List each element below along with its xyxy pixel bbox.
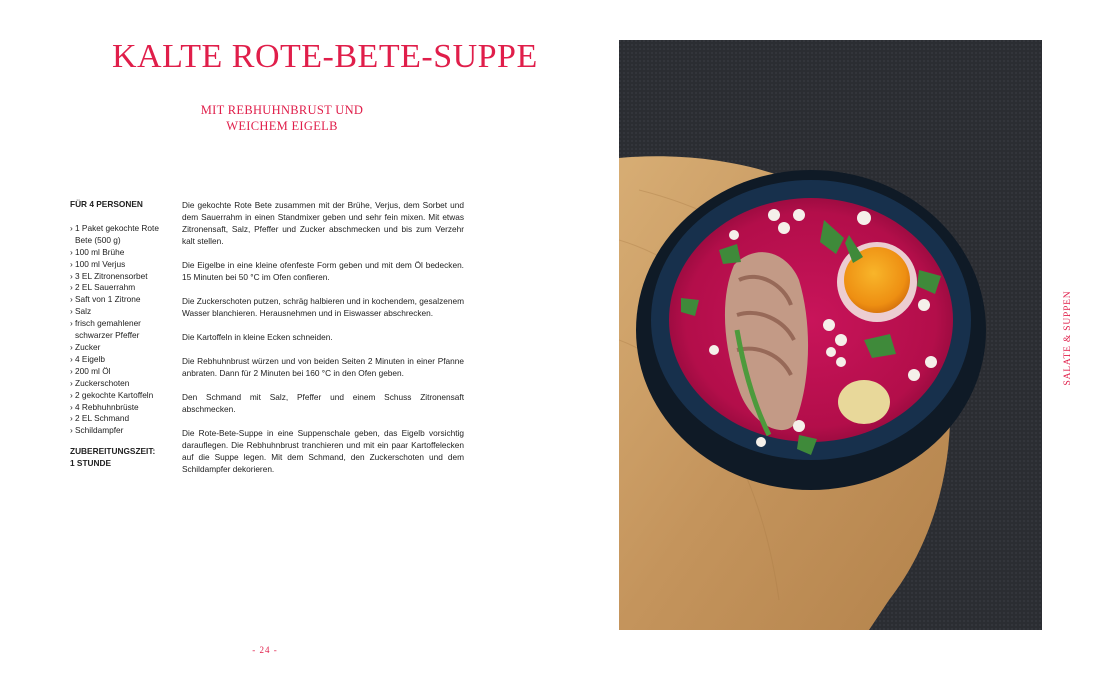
- ingredient-item: › 2 EL Schmand: [70, 413, 172, 425]
- page-number: - 24 -: [252, 645, 278, 655]
- recipe-subtitle: [182, 102, 382, 134]
- instruction-step: Die gekochte Rote Bete zusammen mit der Brühe, Verjus, dem Sorbet und dem Sauerrahm in einen Standmixer geben und sehr fein mixen. Mit etwas Zitronensaft, Salz, Pfeffer und Zucker abschmecken und bis zum Verzehr kalt stellen.: [182, 200, 464, 246]
- ingredient-item: › 2 gekochte Kartoffeln: [70, 390, 172, 402]
- instructions-column: [182, 199, 464, 487]
- soup-photo-illustration: [619, 40, 1042, 630]
- servings-heading: FÜR 4 PERSONEN: [70, 199, 143, 209]
- ingredient-list: [70, 223, 172, 437]
- beetroot-soup: [669, 198, 953, 442]
- subtitle-line-2: WEICHEM EIGELB: [226, 119, 338, 133]
- prep-time-label: ZUBEREITUNGSZEIT:: [70, 446, 156, 457]
- recipe-title: KALTE ROTE-BETE-SUPPE: [112, 38, 538, 75]
- prep-time-value: 1 STUNDE: [70, 458, 112, 469]
- ingredient-item: › Zuckerschoten: [70, 378, 172, 390]
- subtitle-line-1: MIT REBHUHNBRUST UND: [200, 103, 364, 117]
- instruction-step: Den Schmand mit Salz, Pfeffer und einem Schuss Zitronensaft abschmecken.: [182, 392, 464, 414]
- ingredient-item: › 1 Paket gekochte Rote Bete (500 g): [70, 223, 172, 247]
- instruction-step: Die Kartoffeln in kleine Ecken schneiden.: [182, 332, 333, 342]
- ingredient-item: › 3 EL Zitronensorbet: [70, 271, 172, 283]
- instruction-step: Die Eigelbe in eine kleine ofenfeste Form geben und mit dem Öl bedecken. 15 Minuten bei 50 °C im Ofen confieren.: [182, 260, 464, 282]
- prep-time: [70, 446, 172, 470]
- ingredient-item: › Salz: [70, 306, 172, 318]
- ingredient-item: › 100 ml Brühe: [70, 247, 172, 259]
- instruction-step: Die Rote-Bete-Suppe in eine Suppenschale geben, das Eigelb vorsichtig darauflegen. Die Rebhuhnbrust tranchieren und mit ein paar Kartoffelecken auf die Suppe legen. Mit dem Schmand, den Zuckerschoten und dem Schildampfer dekorieren.: [182, 428, 464, 474]
- soup-photo: [619, 40, 1042, 630]
- ingredient-item: › 2 EL Sauerrahm: [70, 282, 172, 294]
- instruction-step: Die Zuckerschoten putzen, schräg halbieren und in kochendem, gesalzenem Wasser blanchieren. Herausnehmen und in Eiswasser abschrecken.: [182, 296, 464, 318]
- ingredients-column: [70, 199, 172, 470]
- ingredient-item: › 4 Eigelb: [70, 354, 172, 366]
- ingredient-item: › Schildampfer: [70, 425, 172, 437]
- potato-wedge: [838, 380, 890, 424]
- ingredient-item: › 100 ml Verjus: [70, 259, 172, 271]
- section-label: SALATE & SUPPEN: [1063, 290, 1073, 386]
- ingredient-item: › 200 ml Öl: [70, 366, 172, 378]
- ingredient-item: › Saft von 1 Zitrone: [70, 294, 172, 306]
- instruction-step: Die Rebhuhnbrust würzen und von beiden Seiten 2 Minuten in einer Pfanne anbraten. Dann für 2 Minuten bei 160 °C in den Ofen geben.: [182, 356, 464, 378]
- ingredient-item: › Zucker: [70, 342, 172, 354]
- ingredient-item: › 4 Rebhuhnbrüste: [70, 402, 172, 414]
- ingredient-item: › frisch gemahlener schwarzer Pfeffer: [70, 318, 172, 342]
